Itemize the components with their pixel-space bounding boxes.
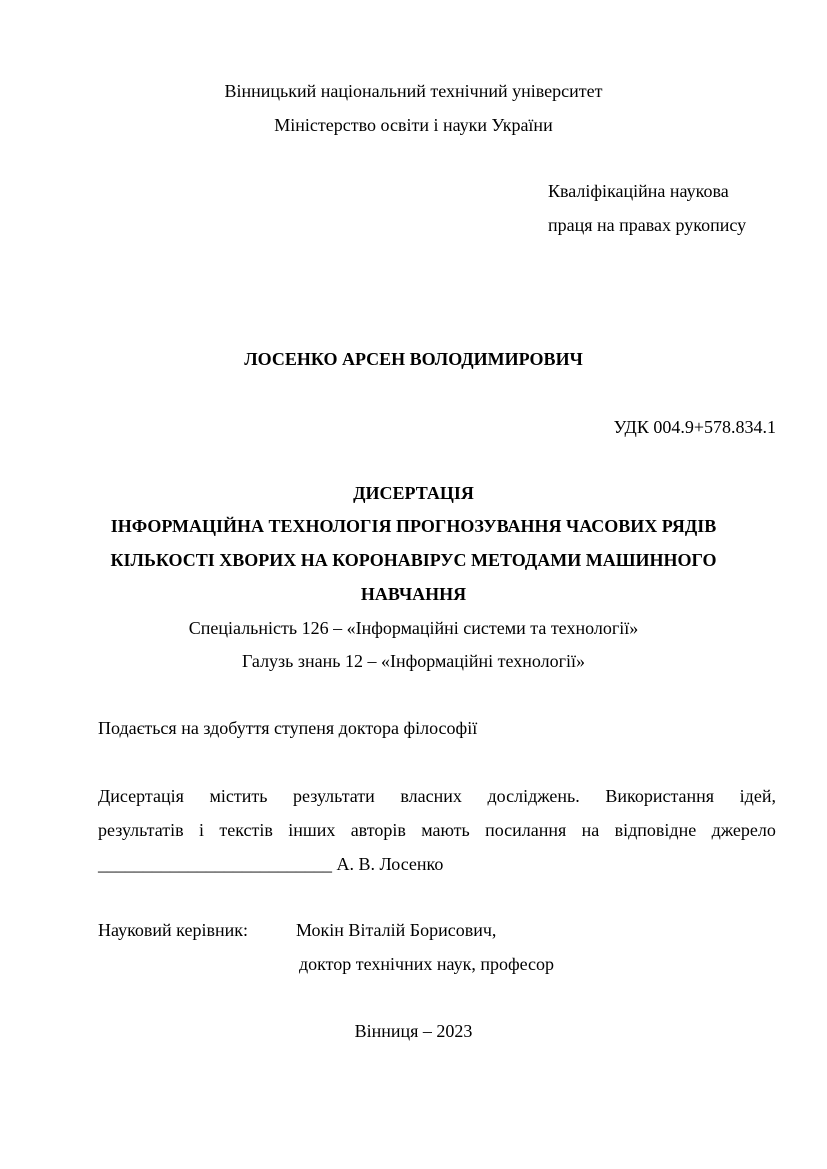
declaration-word: містить xyxy=(209,786,268,806)
field-of-knowledge: Галузь знань 12 – «Інформаційні технології» xyxy=(241,651,586,671)
declaration-line2 xyxy=(98,821,776,839)
declaration-word: власних xyxy=(400,786,462,806)
ministry-name: Міністерство освіти і науки України xyxy=(274,115,553,135)
declaration-word: результатів xyxy=(98,820,184,840)
declaration-word: джерело xyxy=(711,820,776,840)
declaration-line1 xyxy=(98,787,776,805)
manuscript-note-line1: Кваліфікаційна наукова xyxy=(548,181,729,201)
signature-name: А. В. Лосенко xyxy=(336,854,444,874)
declaration-word: результати xyxy=(293,786,375,806)
specialty: Спеціальність 126 – «Інформаційні системи та технології» xyxy=(188,618,639,638)
signature-row xyxy=(98,855,443,873)
udc-code: УДК 004.9+578.834.1 xyxy=(613,417,776,437)
declaration-word: мають xyxy=(421,820,470,840)
declaration-word: Дисертація xyxy=(98,786,184,806)
degree-statement: Подається на здобуття ступеня доктора філософії xyxy=(98,718,478,738)
author-name: ЛОСЕНКО АРСЕН ВОЛОДИМИРОВИЧ xyxy=(244,349,583,369)
declaration-word: посилання xyxy=(485,820,567,840)
manuscript-note-line2: праця на правах рукопису xyxy=(548,215,747,235)
dissertation-title-line2: КІЛЬКОСТІ ХВОРИХ НА КОРОНАВІРУС МЕТОДАМИ МАШИННОГО xyxy=(110,550,717,570)
university-name: Вінницький національний технічний університет xyxy=(224,81,603,101)
declaration-word: авторів xyxy=(350,820,406,840)
declaration-word: текстів xyxy=(219,820,273,840)
declaration-word: і xyxy=(198,820,204,840)
city-year: Вінниця – 2023 xyxy=(354,1021,473,1041)
declaration-word: інших xyxy=(288,820,336,840)
supervisor-name: Мокін Віталій Борисович, xyxy=(296,920,497,940)
supervisor-label: Науковий керівник: xyxy=(98,920,248,940)
document-type: ДИСЕРТАЦІЯ xyxy=(353,483,474,503)
declaration-word: відповідне xyxy=(614,820,697,840)
declaration-word: ідей, xyxy=(739,786,776,806)
dissertation-title-line1: ІНФОРМАЦІЙНА ТЕХНОЛОГІЯ ПРОГНОЗУВАННЯ ЧАСОВИХ РЯДІВ xyxy=(110,516,717,536)
dissertation-title-line3: НАВЧАННЯ xyxy=(360,584,467,604)
declaration-word: досліджень. xyxy=(487,786,580,806)
supervisor-credentials: доктор технічних наук, професор xyxy=(299,954,555,974)
signature-line: __________________________ xyxy=(98,854,332,874)
declaration-word: Використання xyxy=(605,786,715,806)
declaration-word: на xyxy=(581,820,600,840)
